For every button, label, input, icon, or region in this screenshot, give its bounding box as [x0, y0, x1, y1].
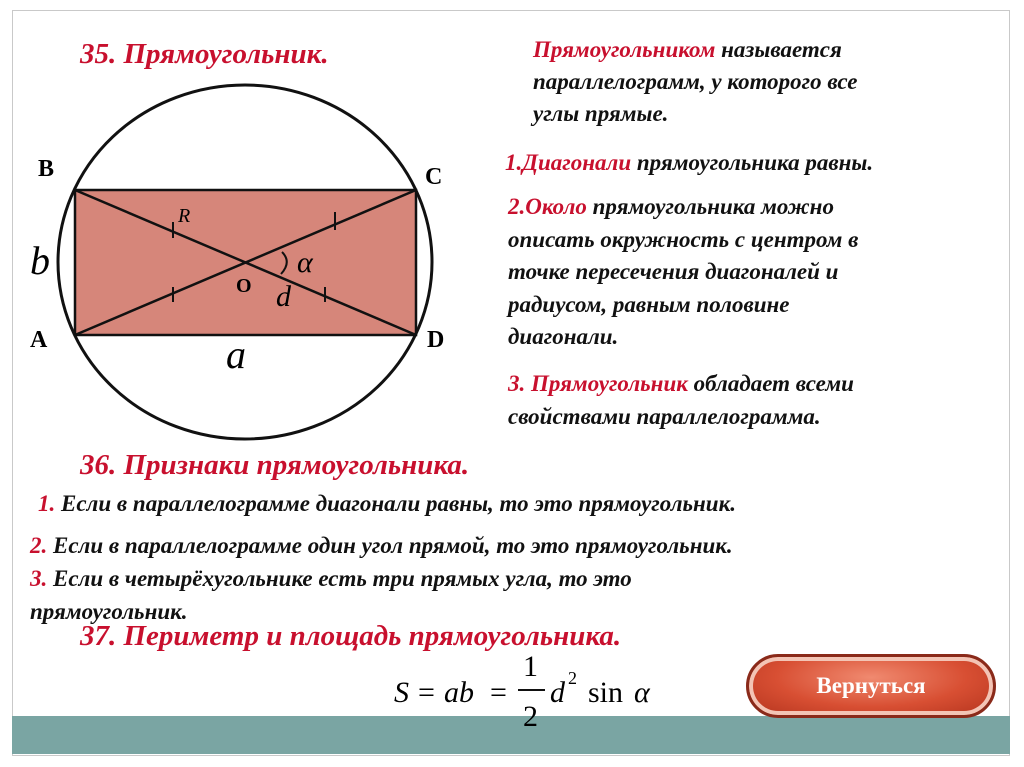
formula-equals-2: = — [490, 676, 507, 709]
sign-3 — [30, 563, 632, 628]
diagonal-d-label: d — [276, 280, 291, 313]
sign-2-text: Если в параллелограмме один угол прямой, то это прямоугольник. — [47, 533, 733, 558]
formula-equals: = — [418, 676, 435, 709]
definition-term: Прямоугольником — [533, 37, 716, 62]
property-2 — [508, 191, 858, 354]
rectangle-definition — [533, 34, 858, 130]
center-o-label: O — [236, 275, 252, 297]
section-35-title: 35. Прямоугольник. — [80, 38, 329, 70]
definition-line: углы прямые. — [533, 101, 669, 126]
property-2-line: радиусом, равным половине — [508, 291, 790, 317]
property-1-number: 1.Диагонали — [505, 150, 632, 175]
back-button[interactable]: Вернуться — [746, 654, 996, 718]
vertex-d-label: D — [427, 327, 445, 353]
property-3-number: 3. Прямоугольник — [508, 371, 688, 396]
formula-alpha: α — [634, 676, 650, 709]
formula-exponent: 2 — [568, 668, 577, 688]
sign-3-text-continued: прямоугольник. — [30, 598, 188, 624]
definition-line: параллелограмм, у которого все — [533, 69, 858, 94]
vertex-b-label: B — [38, 156, 55, 182]
property-3 — [508, 368, 854, 433]
sign-2 — [30, 530, 733, 563]
property-2-text: прямоугольника можно — [586, 194, 834, 219]
sign-3-number: 3. — [30, 566, 48, 591]
sign-1-text: Если в параллелограмме диагонали равны, то это прямоугольник. — [55, 491, 736, 516]
formula-s: S — [394, 676, 409, 709]
formula-d: d — [550, 676, 565, 709]
property-2-line: точке пересечения диагоналей и — [508, 259, 839, 284]
property-3-line: свойствами параллелограмма. — [508, 403, 821, 429]
formula-ab: ab — [444, 676, 474, 709]
sign-3-text: Если в четырёхугольнике есть три прямых угла, то это — [47, 566, 632, 591]
property-1 — [505, 147, 873, 180]
vertex-c-label: C — [425, 164, 443, 190]
property-3-text: обладает всеми — [687, 371, 854, 396]
rectangle-figure — [0, 0, 470, 450]
formula-sin: sin — [588, 676, 624, 709]
property-2-line: диагонали. — [508, 324, 619, 349]
property-2-number: 2.Около — [508, 194, 587, 219]
section-37-title: 37. Периметр и площадь прямоугольника. — [80, 620, 622, 652]
section-36-title: 36. Признаки прямоугольника. — [80, 449, 470, 481]
formula-numerator: 1 — [523, 650, 538, 683]
sign-1-number: 1. — [38, 491, 56, 516]
formula-denominator: 2 — [523, 700, 538, 732]
sign-2-number: 2. — [30, 533, 48, 558]
radius-label: R — [178, 205, 191, 227]
property-1-text: прямоугольника равны. — [631, 150, 874, 175]
sign-1 — [38, 488, 736, 521]
side-a-label: a — [226, 332, 246, 377]
side-b-label: b — [30, 238, 50, 283]
vertex-a-label: A — [30, 327, 48, 353]
property-2-line: описать окружность с центром в — [508, 226, 859, 252]
area-formula — [394, 650, 674, 732]
definition-line: называется — [715, 37, 842, 62]
angle-alpha-label: α — [297, 246, 313, 279]
